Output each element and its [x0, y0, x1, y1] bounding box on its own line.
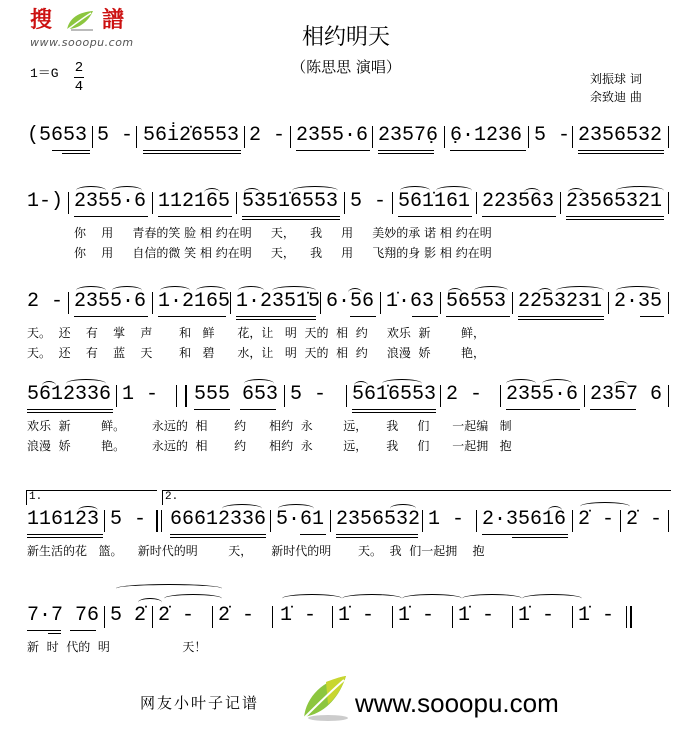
- measure: 2 -: [249, 124, 286, 147]
- measure: 1 -: [122, 383, 159, 406]
- measure: 1 -: [428, 508, 465, 531]
- measure: 2̇ -: [218, 604, 255, 627]
- lyric-verse-2: 你 用 自信的微 笑 相 约在明 天， 我 用 飞翔的身 影 相 约在明: [74, 246, 492, 260]
- measure: 5 -: [290, 383, 327, 406]
- volta-1: 1.: [26, 490, 157, 505]
- measure: 2̇ -: [578, 508, 615, 531]
- lyric-verse-2: 天。 还 有 蓝 天 和 碧 水，让 明 天的 相 约 浪漫 娇 艳，: [27, 346, 485, 360]
- logo-char-left: 搜: [30, 8, 53, 33]
- site-url[interactable]: www.sooopu.com: [355, 688, 559, 718]
- measure: 561̇161: [398, 190, 471, 213]
- measure: 1̇ -: [518, 604, 555, 627]
- measure: 7·7 76: [27, 604, 100, 627]
- score-row-2: [0, 190, 692, 270]
- measure: 1̇ -: [398, 604, 435, 627]
- measure: 2355·6: [296, 124, 369, 147]
- measure: 5 -: [110, 508, 147, 531]
- measure: 223563: [482, 190, 555, 213]
- measure: 5351̇6553: [242, 190, 339, 213]
- measure: 112165: [158, 190, 231, 213]
- song-title: 相约明天: [301, 25, 390, 50]
- time-bottom: 4: [74, 79, 84, 95]
- composer: 余致迪 曲: [590, 90, 642, 104]
- repeat-end-barline: [156, 510, 162, 532]
- measure: 5 -: [97, 124, 134, 147]
- repeat-start-barline: [176, 385, 187, 407]
- time-signature: [74, 60, 84, 95]
- measure: 2·35: [614, 290, 663, 313]
- score-row-3: [0, 290, 692, 360]
- measure: 2253231: [518, 290, 603, 313]
- score-row-1: [0, 124, 692, 164]
- measure: 2356532: [336, 508, 421, 531]
- measure: 56i̇2̇6553: [143, 124, 240, 147]
- measure: 2356532: [578, 124, 663, 147]
- measure: 6·56: [326, 290, 375, 313]
- lyric-verse-1: 欢乐 新 鲜。 永远的 相 约 相约 永 远， 我 们 一起编 制: [27, 419, 512, 433]
- lyric-line: 新生活的花 篮。 新时代的明 天， 新时代的明 天。 我 们一起拥 抱: [27, 544, 485, 558]
- measure: 5 -: [534, 124, 571, 147]
- measure: 2 -: [27, 290, 64, 313]
- measure: 2355·6: [74, 190, 147, 213]
- performer: （陈思思 演唱）: [291, 58, 401, 76]
- measure: 5·61: [276, 508, 325, 531]
- measure: (5653: [27, 124, 88, 147]
- lyricist: 刘振球 词: [590, 72, 642, 86]
- measure: 116123: [27, 508, 100, 531]
- measure: 561̇6553: [352, 383, 437, 406]
- logo-char-right: 譜: [102, 8, 125, 33]
- measure: 2 -: [446, 383, 483, 406]
- measure: 1-): [27, 190, 64, 213]
- measure: 1·2165: [158, 290, 231, 313]
- measure: 2̇ -: [626, 508, 663, 531]
- lyric-verse-1: 你 用 青春的笑 脸 相 约在明 天， 我 用 美妙的承 诺 相 约在明: [74, 226, 492, 240]
- measure: 66612336: [170, 508, 267, 531]
- score-row-6: [0, 604, 692, 664]
- transcriber-credit: 网友小叶子记谱: [140, 694, 260, 712]
- measure: 1̇ -: [338, 604, 375, 627]
- measure: 1̇·63: [386, 290, 435, 313]
- measure: 2355·6: [74, 290, 147, 313]
- measure: 2̇ -: [158, 604, 195, 627]
- score-row-5: [0, 508, 692, 558]
- leaf-logo-icon: [300, 672, 350, 722]
- lyric-line: 新 时 代的 明 天！: [27, 640, 207, 654]
- time-top: 2: [74, 60, 84, 76]
- measure: 555 653: [194, 383, 279, 406]
- final-barline: [626, 606, 632, 628]
- lyric-verse-2: 浪漫 娇 艳。 永远的 相 约 相约 永 远， 我 们 一起拥 抱: [27, 439, 512, 453]
- measure: 1·2351̇5: [236, 290, 321, 313]
- measure: 56553: [446, 290, 507, 313]
- measure: 1̇ -: [578, 604, 615, 627]
- measure: 1̇ -: [280, 604, 317, 627]
- measure: 5 -: [350, 190, 387, 213]
- measure: 2355·6: [506, 383, 579, 406]
- key-signature: 1＝G: [30, 66, 59, 81]
- measure: 2357 6: [590, 383, 663, 406]
- measure: 1̇ -: [458, 604, 495, 627]
- measure: 5 2̇: [110, 604, 147, 627]
- measure: 23565321: [566, 190, 663, 213]
- measure: 6̣·1236: [450, 124, 523, 147]
- measure: 2·35616: [482, 508, 567, 531]
- lyric-verse-1: 天。 还 有 掌 声 和 鲜 花，让 明 天的 相 约 欢乐 新 鲜，: [27, 326, 485, 340]
- measure: 5612336: [27, 383, 112, 406]
- logo-url: www.sooopu.com: [30, 36, 134, 49]
- volta-2: 2.: [162, 490, 671, 505]
- score-row-4: [0, 383, 692, 453]
- measure: 23576̣: [378, 124, 439, 147]
